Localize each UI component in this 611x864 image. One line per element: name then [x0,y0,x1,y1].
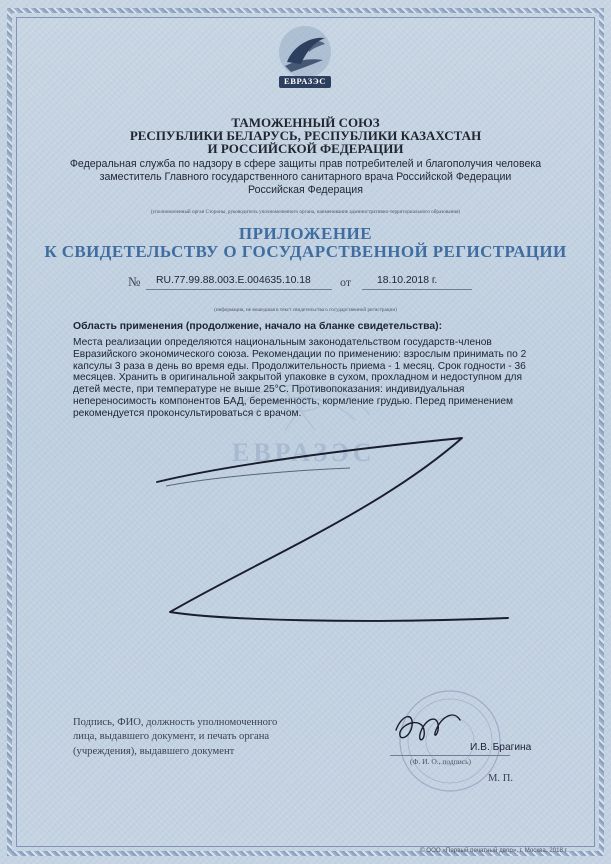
number-prefix: № [128,274,141,289]
date-prefix: от [340,275,352,289]
signature-underline [390,755,510,756]
registration-date: 18.10.2018 г. [377,275,438,286]
watermark-text: ЕВРАЗЭС [232,438,376,467]
republics-line: РЕСПУБЛИКИ БЕЛАРУСЬ, РЕСПУБЛИКИ КАЗАХСТАН [129,128,482,143]
service-line-3: Российская Федерация [248,184,363,196]
customs-union-line: ТАМОЖЕННЫЙ СОЮЗ [231,115,380,130]
signature-instruction-line: (учреждения), выдавшего документ [73,745,235,757]
registration-number: RU.77.99.88.003.Е.004635.10.18 [156,275,311,286]
scope-heading: Область применения (продолжение, начало на бланке свидетельства): [73,321,443,332]
appendix-title: ПРИЛОЖЕНИЕ [238,224,373,243]
scope-line: Места реализации определяются национальным законодательством государств-членов [73,337,492,348]
signature-instruction-line: Подпись, ФИО, должность уполномоченного [73,717,278,728]
seal-label: М. П. [488,773,514,784]
appendix-subtitle: К СВИДЕТЕЛЬСТВУ О ГОСУДАРСТВЕННОЙ РЕГИСТРАЦИИ [44,242,567,261]
signer-name: И.В. Брагина [470,742,532,753]
scope-line: детей месте, при температуре не выше 25°С. Противопоказания: индивидуальная [73,384,465,396]
service-line-1: Федеральная служба по надзору в сфере защиты прав потребителей и благополучия человека [69,158,542,170]
scope-line: непереносимость компонентов БАД, беременность, кормление грудью. Перед применением [73,395,514,407]
signer-caption: (Ф. И. О., подпись) [410,757,472,766]
scope-line: капсулы 3 раза в день во время еды. Продолжительность приема - 1 месяц. Срок годности - 36 [73,360,526,372]
handwritten-signature [388,700,468,752]
registration-caption: (информация, не вошедшая в текст свидетельства о государственной регистрации) [214,307,397,313]
organ-caption: (уполномоченный орган Стороны, руководитель уполномоченного органа, наименование административно-территориального образования) [150,209,461,215]
logo-text: ЕВРАЗЭС [284,76,326,86]
printer-note: © ООО «Первый печатный двор», г. Москва, 2018 г. [420,847,568,854]
signature-instruction-line: лица, выдавшего документ, и печать органа [73,731,270,743]
scope-line: рекомендуется проконсультироваться с врачом. [73,407,302,419]
signature-instructions [73,716,343,759]
scope-line: месяцев. Хранить в оригинальной закрытой упаковке в сухом, прохладном и недоступном для [73,372,522,384]
russian-federation-line: И РОССИЙСКОЙ ФЕДЕРАЦИИ [207,141,404,156]
scope-line: Евразийского экономического союза. Рекомендации по применению: взрослым принимать по 2 [73,348,527,360]
service-line-2: заместитель Главного государственного санитарного врача Российской Федерации [99,171,512,183]
